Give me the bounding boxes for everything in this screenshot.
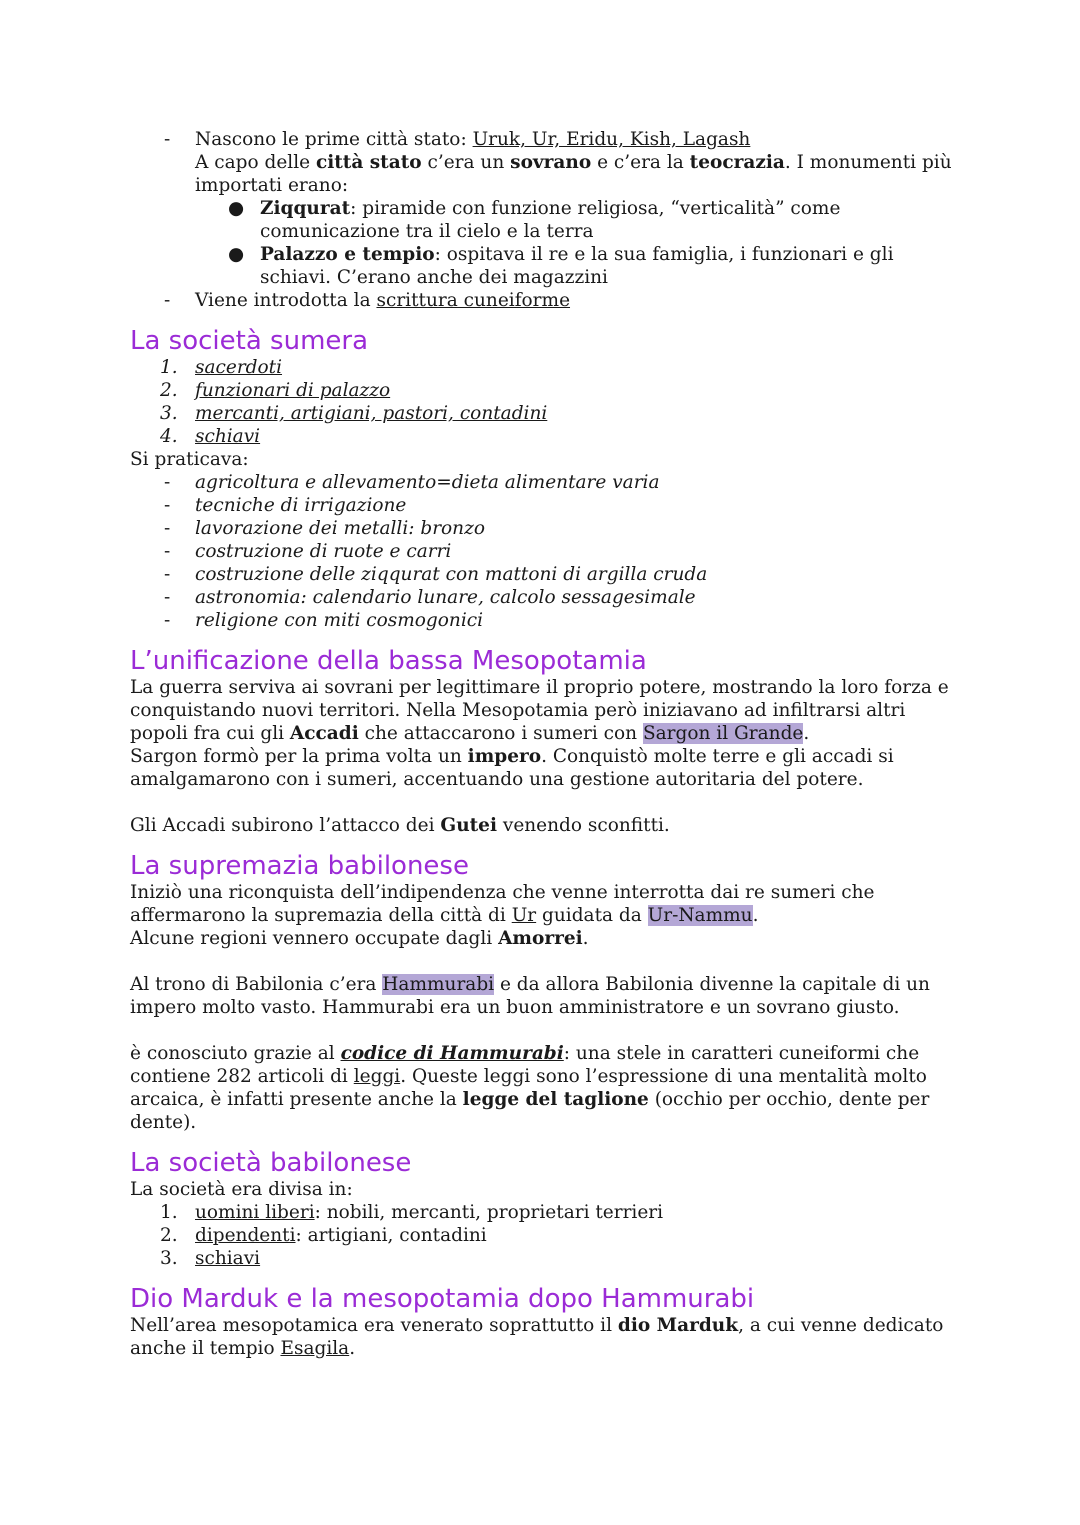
- list-item: [130, 379, 960, 402]
- list-item: [130, 402, 960, 425]
- underlined-term: Esagila: [280, 1338, 350, 1359]
- paragraph: Si praticava:: [130, 449, 249, 470]
- paragraph: [130, 1314, 960, 1360]
- text: è conosciuto grazie al: [130, 1043, 341, 1064]
- spacer: [130, 1019, 960, 1042]
- paragraph: [260, 197, 960, 243]
- cities-link: Uruk, Ur, Eridu, Kish, Lagash: [472, 129, 751, 150]
- text: costruzione di ruote e carri: [195, 541, 452, 562]
- underlined-term: dipendenti: [195, 1225, 296, 1246]
- spacer: [130, 791, 960, 814]
- document-content: [130, 128, 960, 1360]
- dash-bullet: -: [164, 518, 171, 539]
- text: astronomia: calendario lunare, calcolo sessagesimale: [195, 587, 696, 608]
- paragraph: [130, 814, 960, 837]
- underlined-term: leggi: [353, 1066, 401, 1087]
- dash-bullet: -: [164, 541, 171, 562]
- text: agricoltura e allevamento=dieta alimentare varia: [195, 472, 660, 493]
- underlined-term: Ur: [511, 905, 537, 926]
- list-number: 2.: [160, 380, 178, 401]
- text: sacerdoti: [195, 357, 283, 378]
- dash-bullet: -: [164, 472, 171, 493]
- text: La guerra serviva ai sovrani per legittimare il proprio potere, mostrando la loro forza e conquistando nuovi territori. Nella Mesopotamia però iniziavano ad infiltrarsi altri popoli fra cui gli: [130, 677, 949, 744]
- text: Sargon formò per la prima volta un: [130, 746, 468, 767]
- text: (occhio per occhio, dente per dente).: [130, 1089, 930, 1133]
- dash-bullet: -: [164, 564, 171, 585]
- paragraph: [130, 927, 960, 950]
- text: , a cui venne dedicato anche il tempio: [130, 1315, 944, 1359]
- section-title: La società babilonese: [130, 1148, 412, 1178]
- text: Al trono di Babilonia c’era: [130, 974, 383, 995]
- text: .: [803, 723, 810, 744]
- bold-term: Palazzo e tempio: [260, 244, 435, 265]
- paragraph: [195, 289, 960, 312]
- list-item: [130, 243, 960, 289]
- text: . Conquistò molte terre e gli accadi si amalgamarono con i sumeri, accentuando una gestione autoritaria del potere.: [130, 746, 894, 790]
- list-item: [130, 128, 960, 197]
- list-item: [130, 1201, 960, 1224]
- bold-term: codice di Hammurabi: [340, 1043, 564, 1064]
- text: funzionari di palazzo: [195, 380, 391, 401]
- list-number: 3.: [160, 1248, 178, 1269]
- paragraph: [130, 881, 960, 927]
- paragraph: [260, 243, 960, 289]
- text: e da allora Babilonia divenne la capitale di un impero molto vasto. Hammurabi era un buon amministratore e un sovrano giusto.: [130, 974, 930, 1018]
- text: costruzione delle ziqqurat con mattoni di argilla cruda: [195, 564, 708, 585]
- dash-bullet: -: [164, 495, 171, 516]
- paragraph: [195, 128, 960, 151]
- list-item: [130, 425, 960, 448]
- list-item: [130, 586, 960, 609]
- text: schiavi: [195, 426, 261, 447]
- bold-term: impero: [467, 746, 542, 767]
- dash-bullet: -: [164, 610, 171, 631]
- list-item: [130, 289, 960, 312]
- bold-term: legge del taglione: [462, 1089, 649, 1110]
- list-item: [130, 563, 960, 586]
- paragraph: [130, 676, 960, 745]
- spacer: [130, 950, 960, 973]
- highlighted-term: Hammurabi: [382, 974, 495, 995]
- text: . Queste leggi sono l’espressione di una mentalità molto arcaica, è infatti presente anche la: [130, 1066, 927, 1110]
- text: .: [752, 905, 759, 926]
- section-title: La società sumera: [130, 326, 369, 356]
- list-item: [130, 494, 960, 517]
- dash-bullet: -: [164, 129, 171, 150]
- list-number: 4.: [160, 426, 178, 447]
- list-number: 3.: [160, 403, 178, 424]
- bold-term: sovrano: [510, 152, 592, 173]
- text: mercanti, artigiani, pastori, contadini: [195, 403, 548, 424]
- text: c’era un: [421, 152, 511, 173]
- text: venendo sconfitti.: [496, 815, 670, 836]
- text: : una stele in caratteri cuneiformi che contiene 282 articoli di: [130, 1043, 920, 1087]
- text: Gli Accadi subirono l’attacco dei: [130, 815, 441, 836]
- underlined-term: scrittura cuneiforme: [376, 290, 571, 311]
- bold-term: Accadi: [289, 723, 359, 744]
- text: : nobili, mercanti, proprietari terrieri: [314, 1202, 664, 1223]
- text: : artigiani, contadini: [295, 1225, 487, 1246]
- text: Nell’area mesopotamica era venerato soprattutto il: [130, 1315, 618, 1336]
- paragraph: La società era divisa in:: [130, 1179, 353, 1200]
- bullet-icon: ●: [228, 244, 245, 265]
- section-title: Dio Marduk e la mesopotamia dopo Hammurabi: [130, 1284, 755, 1314]
- underlined-term: uomini liberi: [195, 1202, 315, 1223]
- text: e c’era la: [591, 152, 690, 173]
- list-item: [130, 609, 960, 632]
- text: Viene introdotta la: [195, 290, 377, 311]
- text: lavorazione dei metalli: bronzo: [195, 518, 485, 539]
- dash-bullet: -: [164, 587, 171, 608]
- section-title: La supremazia babilonese: [130, 851, 469, 881]
- text: .: [349, 1338, 356, 1359]
- highlighted-term: Sargon il Grande: [642, 723, 804, 744]
- paragraph: [130, 1042, 960, 1134]
- list-item: [130, 1224, 960, 1247]
- text: : ospitava il re e la sua famiglia, i funzionari e gli schiavi. C’erano anche dei magazzini: [260, 244, 894, 288]
- text: .: [582, 928, 589, 949]
- highlighted-term: Ur-Nammu: [647, 905, 753, 926]
- bold-term: Gutei: [440, 815, 497, 836]
- list-item: [130, 540, 960, 563]
- section-title: L’unificazione della bassa Mesopotamia: [130, 646, 647, 676]
- paragraph: [195, 151, 960, 197]
- text: Alcune regioni vennero occupate dagli: [130, 928, 499, 949]
- text: religione con miti cosmogonici: [195, 610, 484, 631]
- list-item: [130, 517, 960, 540]
- paragraph: [130, 973, 960, 1019]
- text: . I monumenti più importati erano:: [195, 152, 952, 196]
- bold-term: teocrazia: [689, 152, 785, 173]
- text: A capo delle: [195, 152, 316, 173]
- bold-term: città stato: [315, 152, 422, 173]
- text: guidata da: [536, 905, 648, 926]
- list-number: 1.: [160, 1202, 178, 1223]
- list-number: 1.: [160, 357, 178, 378]
- list-item: [130, 1247, 960, 1270]
- paragraph: [130, 745, 960, 791]
- list-item: [130, 197, 960, 243]
- dash-bullet: -: [164, 290, 171, 311]
- bullet-icon: ●: [228, 198, 245, 219]
- list-number: 2.: [160, 1225, 178, 1246]
- text: Nascono le prime città stato:: [195, 129, 473, 150]
- bold-term: Ziqqurat: [260, 198, 351, 219]
- text: che attaccarono i sumeri con: [358, 723, 643, 744]
- bold-term: Amorrei: [498, 928, 583, 949]
- text: : piramide con funzione religiosa, “verticalità” come comunicazione tra il cielo e la terra: [260, 198, 841, 242]
- underlined-term: schiavi: [195, 1248, 261, 1269]
- bold-term: dio Marduk: [617, 1315, 739, 1336]
- text: Iniziò una riconquista dell’indipendenza che venne interrotta dai re sumeri che affermarono la supremazia della città di: [130, 882, 875, 926]
- list-item: [130, 471, 960, 494]
- text: tecniche di irrigazione: [195, 495, 407, 516]
- list-item: [130, 356, 960, 379]
